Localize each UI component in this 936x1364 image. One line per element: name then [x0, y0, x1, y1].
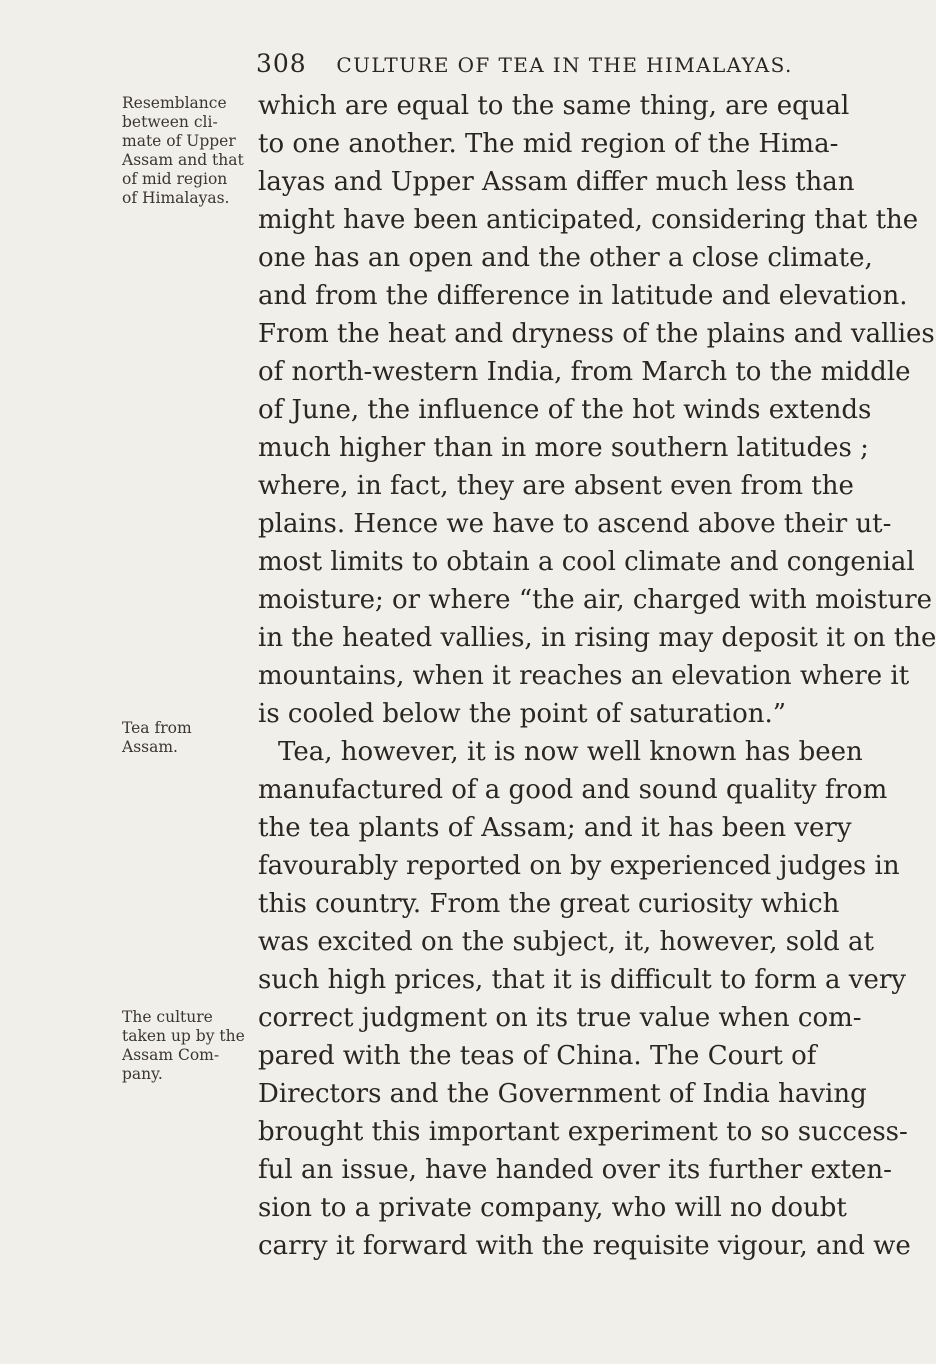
text-line: Directors and the Government of India having: [258, 1079, 867, 1109]
text-line: ful an issue, have handed over its further exten-: [258, 1155, 892, 1185]
margin-note-line: between cli-: [122, 113, 218, 131]
margin-note-line: taken up by the: [122, 1027, 245, 1045]
margin-note-line: Resemblance: [122, 94, 227, 112]
margin-note-culture: [122, 1008, 252, 1084]
margin-note-line: Assam Com-: [122, 1046, 220, 1064]
text-line: where, in fact, they are absent even from the: [258, 471, 854, 501]
text-line: is cooled below the point of saturation.”: [258, 699, 787, 729]
running-header: [256, 49, 793, 78]
text-line: the tea plants of Assam; and it has been very: [258, 813, 852, 843]
text-line: moisture; or where “the air, charged with moisture: [258, 585, 933, 615]
text-line: to one another. The mid region of the Hima-: [258, 129, 839, 159]
text-line: of north-western India, from March to the middle: [258, 357, 911, 387]
text-line: and from the difference in latitude and elevation.: [258, 281, 908, 311]
margin-note-tea-from-assam: [122, 719, 252, 757]
margin-note-line: Assam and that: [122, 151, 244, 169]
margin-note-resemblance: [122, 94, 252, 208]
text-line: manufactured of a good and sound quality from: [258, 775, 888, 805]
text-line-paragraph-start: Tea, however, it is now well known has been: [278, 737, 863, 767]
text-line: From the heat and dryness of the plains and vallies: [258, 319, 935, 349]
text-line: most limits to obtain a cool climate and congenial: [258, 547, 915, 577]
text-line: brought this important experiment to so success-: [258, 1117, 908, 1147]
text-line: plains. Hence we have to ascend above their ut-: [258, 509, 892, 539]
text-line: such high prices, that it is difficult to form a very: [258, 965, 906, 995]
margin-note-line: of mid region: [122, 170, 228, 188]
text-line: sion to a private company, who will no doubt: [258, 1193, 847, 1223]
text-line: might have been anticipated, considering that the: [258, 205, 919, 235]
margin-note-line: of Himalayas.: [122, 189, 230, 207]
text-line: correct judgment on its true value when com-: [258, 1003, 862, 1033]
margin-note-line: Assam.: [122, 738, 178, 756]
text-line: pared with the teas of China. The Court of: [258, 1041, 817, 1071]
text-line: of June, the influence of the hot winds extends: [258, 395, 872, 425]
margin-note-line: mate of Upper: [122, 132, 236, 150]
page-number: 308: [256, 49, 307, 78]
margin-note-line: Tea from: [122, 719, 192, 737]
text-line: which are equal to the same thing, are equal: [258, 91, 850, 121]
text-line: in the heated vallies, in rising may deposit it on the: [258, 623, 936, 653]
text-line: one has an open and the other a close climate,: [258, 243, 873, 273]
text-line: this country. From the great curiosity which: [258, 889, 840, 919]
text-line: mountains, when it reaches an elevation where it: [258, 661, 910, 691]
margin-note-line: The culture: [122, 1008, 213, 1026]
text-line: layas and Upper Assam differ much less than: [258, 167, 855, 197]
text-line: much higher than in more southern latitudes ;: [258, 433, 869, 463]
running-title: CULTURE OF TEA IN THE HIMALAYAS.: [336, 53, 793, 77]
text-line: was excited on the subject, it, however, sold at: [258, 927, 874, 957]
text-line: favourably reported on by experienced judges in: [258, 851, 900, 881]
text-line: carry it forward with the requisite vigour, and we: [258, 1231, 911, 1261]
margin-note-line: pany.: [122, 1065, 163, 1083]
